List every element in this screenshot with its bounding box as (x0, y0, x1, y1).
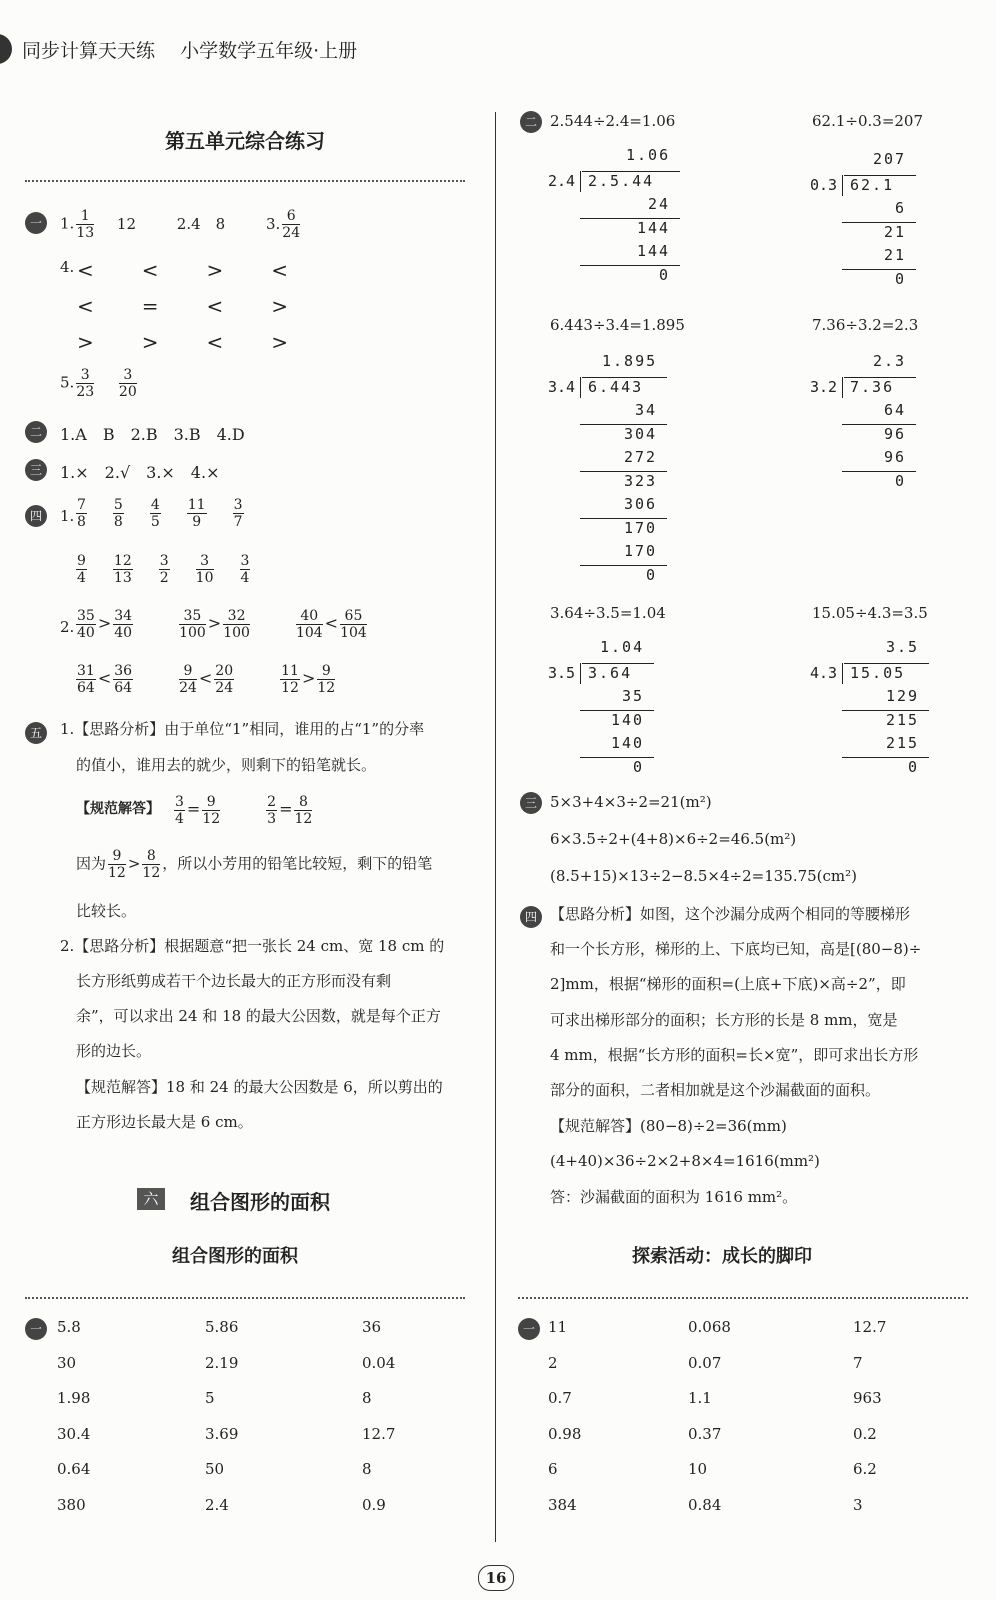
fraction: $\frac{12}{13}$ (113, 553, 132, 586)
left-s1-q5: 5. $\frac{3}{23}$ $\frac{3}{20}$ (60, 367, 137, 400)
division-step: 24 (648, 195, 671, 213)
right-p9: 答：沙漏截面的面积为 1616 mm²。 (550, 1188, 798, 1206)
division-step: 272 (624, 448, 658, 466)
grid-answer: 963 (853, 1389, 882, 1407)
series-logo-icon (0, 34, 12, 64)
division-dividend: 2.5.44 (588, 171, 655, 190)
grid-answer: 6.2 (853, 1460, 877, 1478)
right-p1: 【思路分析】如图，这个沙漏分成两个相同的等腰梯形 (550, 905, 911, 923)
division-bracket (842, 175, 843, 197)
division-divisor: 4.3 (810, 663, 838, 682)
left-s1-q4-row1: < < > < (77, 258, 303, 282)
left-s5-p1c: 【规范解答】 (76, 801, 160, 817)
division-bracket (580, 663, 581, 685)
division-step: 0 (633, 757, 645, 776)
fraction: $\frac{32}{100}$ (223, 608, 250, 641)
grid-answer: 1.1 (688, 1389, 712, 1407)
right-eq-f: 15.05÷4.3=3.5 (812, 604, 928, 622)
right-s2-badge: 二 (520, 111, 542, 133)
grid-answer: 0.64 (57, 1460, 91, 1478)
fraction: $\frac{4}{5}$ (150, 497, 160, 530)
left-s1-badge: 一 (25, 212, 47, 234)
grid-answer: 0.2 (853, 1424, 877, 1443)
fraction: $\frac{5}{8}$ (113, 497, 123, 530)
left-s1-q4-row3: > > < > (77, 330, 303, 354)
unit6-badge: 六 (137, 1188, 165, 1210)
left-s5-badge: 五 (25, 722, 47, 744)
division-step: 0 (895, 471, 907, 490)
fraction: $\frac{8}{12}$ (294, 794, 313, 827)
left-s4-row1 (74, 497, 246, 530)
grid-answer: 2 (548, 1353, 558, 1372)
division-step: 129 (886, 687, 920, 705)
grid-answer: 380 (57, 1495, 86, 1514)
fraction: $\frac{40}{104}$ (295, 608, 323, 641)
division-step: 35 (622, 687, 645, 705)
division-step: 64 (884, 401, 907, 419)
fraction: $\frac{9}{4}$ (77, 553, 86, 586)
right-area1: 5×3+4×3÷2=21(m²) (550, 793, 712, 811)
left-s3-answers: 1.× 2.√ 3.× 4.× (60, 463, 220, 482)
division-divisor: 0.3 (810, 175, 838, 194)
grid-answer: 0.84 (688, 1495, 722, 1514)
division-step: 144 (637, 242, 671, 260)
grid-answer: 50 (205, 1460, 225, 1478)
left-section-title: 第五单元综合练习 (165, 129, 325, 153)
division-dividend: 62.1 (850, 175, 895, 194)
grid-answer: 3.69 (205, 1424, 239, 1443)
grid-answer: 3 (853, 1495, 863, 1514)
division-divisor: 2.4 (548, 171, 576, 190)
left-s1-q4-label: 4. (60, 258, 75, 276)
grid-answer: 12.7 (362, 1424, 396, 1443)
grid-answer: 0.37 (688, 1424, 722, 1443)
fraction: $\frac{31}{64}$ (77, 663, 95, 696)
right-p8: (4+40)×36÷2×2+8×4=1616(mm²) (550, 1152, 820, 1170)
grid-answer: 6 (548, 1460, 558, 1478)
fraction: $\frac{3}{4}$ (240, 553, 250, 586)
division-step: 170 (624, 542, 658, 560)
division-step: 304 (624, 424, 658, 443)
grid-answer: 7 (853, 1353, 863, 1372)
right-s3-badge: 三 (520, 792, 542, 814)
left-s5-p2d: 形的边长。 (76, 1042, 152, 1060)
right-eq-b: 62.1÷0.3=207 (812, 112, 924, 130)
fraction: $\frac{36}{64}$ (114, 663, 133, 696)
division-quotient: 2.3 (873, 352, 907, 370)
right-p4: 可求出梯形部分的面积；长方形的长是 8 mm，宽是 (550, 1011, 898, 1029)
grid-answer: 0.9 (362, 1495, 386, 1514)
division-dividend: 7.36 (850, 377, 895, 396)
division-step: 21 (884, 222, 907, 241)
unit6-title: 组合图形的面积 (190, 1190, 330, 1214)
unit6-s1-badge: 一 (25, 1318, 47, 1340)
right-p6: 部分的面积，二者相加就是这个沙漏截面的面积。 (550, 1081, 881, 1099)
left-s5-p1e: 比较长。 (76, 902, 137, 920)
division-divisor: 3.5 (548, 663, 576, 682)
left-s5-p2f: 正方形边长最大是 6 cm。 (76, 1113, 253, 1131)
left-s4-row2 (74, 553, 252, 586)
division-bracket (842, 377, 843, 399)
right-eq-e: 3.64÷3.5=1.04 (550, 604, 666, 622)
grid-answer: 0.7 (548, 1389, 572, 1407)
division-quotient: 3.5 (886, 638, 920, 656)
left-s1-q2: 2.4 8 (176, 214, 226, 233)
division-step: 0 (908, 757, 920, 776)
division-step: 140 (611, 734, 645, 752)
division-step: 34 (635, 401, 658, 419)
right-eq-c: 6.443÷3.4=1.895 (550, 316, 685, 334)
division-quotient: 1.895 (602, 352, 658, 370)
division-bracket (580, 171, 581, 193)
left-s5-p2e: 【规范解答】18 和 24 的最大公因数是 6，所以剪出的 (76, 1078, 443, 1096)
fraction: $\frac{11}{9}$ (187, 497, 206, 530)
division-step: 306 (624, 495, 658, 513)
left-s4-q2-label: 2. (60, 618, 75, 636)
grid-answer: 5 (205, 1389, 215, 1407)
division-dividend: 15.05 (850, 663, 906, 682)
left-s2-answers: 1.A B 2.B 3.B 4.D (60, 425, 245, 444)
division-step: 323 (624, 471, 658, 490)
left-s5-p2b: 长方形纸剪成若干个边长最大的正方形而没有剩 (76, 972, 392, 990)
left-s5-p1a: 1.【思路分析】由于单位“1”相同，谁用的占“1”的分率 (60, 720, 425, 738)
division-step: 6 (895, 199, 907, 217)
right-area2: 6×3.5÷2+(4+8)×6÷2=46.5(m²) (550, 830, 797, 848)
grid-answer: 0.04 (362, 1353, 396, 1372)
header-series: 同步计算天天练 (22, 40, 156, 62)
left-s4-badge: 四 (25, 505, 47, 527)
division-step: 0 (646, 565, 658, 584)
left-s5-p2c: 余”，可以求出 24 和 18 的最大公因数，就是每个正方 (76, 1007, 441, 1025)
explore-title: 探索活动：成长的脚印 (632, 1246, 812, 1267)
division-quotient: 207 (873, 150, 907, 168)
unit6-divider-dots (25, 1297, 465, 1299)
grid-answer: 10 (688, 1460, 708, 1478)
left-s1-q4-row2: < = < > (77, 294, 303, 318)
division-quotient: 1.06 (626, 146, 671, 164)
division-step: 215 (886, 710, 920, 729)
grid-answer: 12.7 (853, 1318, 887, 1336)
fraction: $\frac{9}{24}$ (179, 663, 197, 696)
grid-answer: 0.068 (688, 1318, 731, 1336)
grid-answer: 8 (362, 1389, 372, 1407)
fraction: $\frac{9}{12}$ (317, 663, 336, 696)
grid-answer: 2.4 (205, 1495, 229, 1514)
left-s2-badge: 二 (25, 421, 47, 443)
right-eq-d: 7.36÷3.2=2.3 (812, 316, 919, 334)
fraction: $\frac{2}{3}$ (267, 794, 277, 827)
grid-answer: 11 (548, 1318, 568, 1336)
fraction: $\frac{35}{100}$ (179, 608, 206, 641)
division-step: 215 (886, 734, 920, 752)
grid-answer: 1.98 (57, 1389, 91, 1407)
division-divisor: 3.2 (810, 377, 838, 396)
explore-divider-dots (518, 1297, 968, 1299)
left-s5-p1d: 因为 $\frac{9}{12}$ > $\frac{8}{12}$ ，所以小芳用的铅笔比较短，剩下的铅笔 (76, 848, 433, 881)
division-dividend: 6.443 (588, 377, 644, 396)
page-number: 16 (478, 1565, 514, 1591)
fraction: $\frac{9}{12}$ (202, 794, 221, 827)
division-bracket (580, 377, 581, 399)
grid-answer: 384 (548, 1495, 577, 1514)
fraction: $\frac{65}{104}$ (340, 608, 367, 641)
unit6-subtitle: 组合图形的面积 (172, 1246, 298, 1267)
right-s4-badge: 四 (520, 906, 542, 928)
division-step: 144 (637, 218, 671, 237)
division-step: 21 (884, 246, 907, 264)
grid-answer: 0.98 (548, 1424, 582, 1443)
left-s3-badge: 三 (25, 459, 47, 481)
column-divider (495, 112, 496, 1542)
left-s5-p1b: 的值小，谁用去的就少，则剩下的铅笔就长。 (76, 756, 377, 774)
fraction: $\frac{3}{2}$ (159, 553, 169, 586)
grid-answer: 36 (362, 1318, 382, 1336)
grid-answer: 0.07 (688, 1353, 722, 1372)
right-p3: 2]mm，根据“梯形的面积=(上底+下底)×高÷2”，即 (550, 975, 906, 993)
left-divider-dots (25, 180, 465, 182)
division-step: 96 (884, 448, 907, 466)
fraction: $\frac{20}{24}$ (215, 663, 234, 696)
left-s5-eq1: $\frac{3}{4}$ = $\frac{9}{12}$ $\frac{2}{3}$ = $\frac{8}{12}$ (175, 794, 313, 827)
grid-answer: 5.8 (57, 1318, 81, 1336)
explore-s1-badge: 一 (518, 1318, 540, 1340)
division-step: 0 (659, 265, 671, 284)
left-s1-q1: 1. $\frac{1}{13}$ 12 2.4 8 3. $\frac{6}{24}$ (60, 208, 301, 241)
fraction: $\frac{3}{10}$ (195, 553, 214, 586)
right-area3: (8.5+15)×13÷2−8.5×4÷2=135.75(cm²) (550, 867, 858, 885)
header-subject: 小学数学五年级·上册 (180, 40, 358, 62)
left-s4-compare1: $\frac{35}{40}$ > $\frac{34}{40}$ $\frac{35}{100}$ > $\frac{32}{100}$ $\frac{40}{104}$ < $\frac{65}{104}$ (77, 608, 367, 641)
fraction: $\frac{35}{40}$ (77, 608, 95, 641)
fraction: $\frac{7}{8}$ (77, 497, 86, 530)
right-p5: 4 mm，根据“长方形的面积=长×宽”，即可求出长方形 (550, 1046, 919, 1064)
grid-answer: 8 (362, 1460, 372, 1478)
grid-answer: 2.19 (205, 1353, 239, 1372)
left-s4-q1-label: 1. (60, 507, 75, 525)
right-p7: 【规范解答】(80−8)÷2=36(mm) (550, 1117, 787, 1135)
division-step: 0 (895, 269, 907, 288)
page-header (22, 36, 357, 63)
right-eq-a: 2.544÷2.4=1.06 (550, 112, 676, 130)
grid-answer: 30 (57, 1353, 77, 1372)
left-s4-compare2: $\frac{31}{64}$ < $\frac{36}{64}$ $\frac{9}{24}$ < $\frac{20}{24}$ $\frac{11}{12}$ > $\frac{9}{12}$ (77, 663, 336, 696)
division-step: 96 (884, 424, 907, 443)
division-step: 170 (624, 518, 658, 537)
fraction: $\frac{11}{12}$ (281, 663, 299, 696)
grid-answer: 30.4 (57, 1424, 91, 1443)
division-divisor: 3.4 (548, 377, 576, 396)
right-p2: 和一个长方形，梯形的上、下底均已知，高是[(80−8)÷ (550, 940, 922, 958)
division-step: 140 (611, 710, 645, 729)
fraction: $\frac{3}{4}$ (175, 794, 184, 827)
left-s5-p2a: 2.【思路分析】根据题意“把一张长 24 cm、宽 18 cm 的 (60, 937, 445, 955)
fraction: $\frac{34}{40}$ (114, 608, 133, 641)
division-quotient: 1.04 (600, 638, 645, 656)
division-bracket (842, 663, 843, 685)
fraction: $\frac{3}{7}$ (233, 497, 243, 530)
division-dividend: 3.64 (588, 663, 633, 682)
grid-answer: 5.86 (205, 1318, 239, 1336)
